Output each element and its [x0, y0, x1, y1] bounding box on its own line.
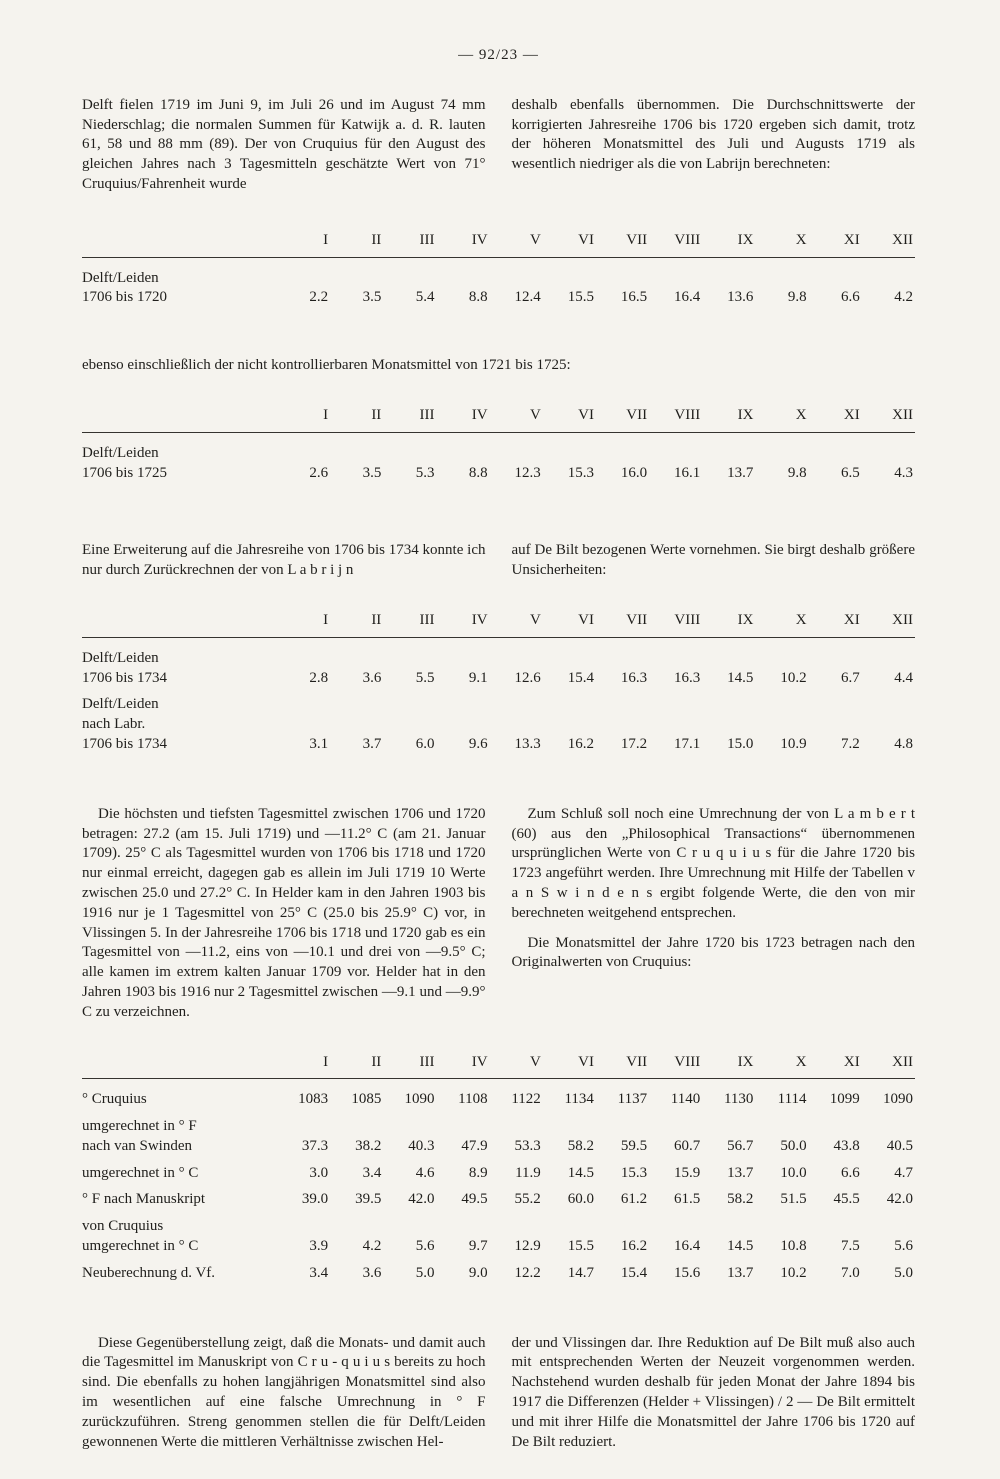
month-column-header: VI [543, 611, 596, 637]
row-label [82, 1212, 277, 1259]
value-cell: 3.4 [309, 1264, 329, 1281]
value-cell: 6.6 [840, 289, 860, 306]
month-column-header: I [277, 1053, 330, 1079]
month-column-header: V [490, 1053, 543, 1079]
intro-right-paragraph: deshalb ebenfalls übernommen. Die Durchschnittswerte der korrigierten Jahresreihe 1706 bis 1720 ergeben sich damit, trotz der höheren Monatsmittel des Juli und Augusts 1719 als wesentlich niedriger als die von Labrijn berechneten: [511, 96, 915, 173]
value-cell: 13.7 [727, 464, 754, 481]
table-header-row [82, 611, 915, 637]
row-label-line: umgerechnet in ° F [82, 1118, 197, 1135]
month-column-header: X [755, 1053, 808, 1079]
value-cell: 39.5 [355, 1191, 382, 1208]
value-cell: 1114 [777, 1091, 807, 1108]
month-column-header: VII [596, 1053, 649, 1079]
row-label-line: 1706 bis 1734 [82, 669, 168, 686]
table-delft-leiden-1706-1734 [82, 611, 915, 757]
value-cell: 8.9 [468, 1164, 488, 1181]
month-column-header: X [755, 406, 808, 432]
value-cell: 53.3 [514, 1137, 541, 1154]
value-cell: 1085 [351, 1091, 382, 1108]
row-label-line: umgerechnet in ° C [82, 1164, 199, 1181]
value-cell: 16.4 [674, 1238, 701, 1255]
value-cell: 45.5 [833, 1191, 860, 1208]
middle-right-column [512, 805, 916, 1023]
value-cell: 4.3 [894, 464, 913, 481]
value-cell: 16.0 [620, 464, 648, 481]
month-column-header: XI [809, 611, 862, 637]
month-column-header: II [330, 231, 383, 257]
value-cell: 15.4 [567, 669, 594, 686]
row-label-line: Delft/Leiden [82, 444, 159, 461]
month-column-header: VIII [649, 231, 702, 257]
month-column-header: VIII [649, 1053, 702, 1079]
value-cell: 7.5 [840, 1238, 860, 1255]
value-cell: 3.7 [362, 735, 382, 752]
value-cell: 59.5 [620, 1137, 648, 1154]
month-column-header: V [490, 611, 543, 637]
closing-left-column [82, 1334, 486, 1453]
value-cell: 8.8 [468, 289, 488, 306]
note-1721-1725: ebenso einschließlich der nicht kontrollierbaren Monatsmittel von 1721 bis 1725: [82, 357, 571, 374]
table-row [82, 690, 915, 756]
value-cell: 15.4 [620, 1264, 648, 1281]
closing-section [82, 1334, 915, 1453]
row-label-line: Delft/Leiden [82, 269, 159, 286]
table-row [82, 1159, 915, 1186]
value-cell: 55.2 [514, 1191, 541, 1208]
value-cell: 4.4 [894, 669, 913, 686]
row-label-line: 1706 bis 1725 [82, 464, 168, 481]
month-column-header: III [383, 231, 436, 257]
value-cell: 16.4 [674, 289, 701, 306]
value-cell: 5.0 [894, 1264, 913, 1281]
month-column-header: IV [436, 406, 489, 432]
value-cell: 6.0 [415, 735, 435, 752]
month-column-header: IV [436, 611, 489, 637]
row-label-line: nach van Swinden [82, 1137, 192, 1154]
value-cell: 1090 [883, 1091, 913, 1108]
month-column-header: IX [702, 611, 755, 637]
month-column-header: VI [543, 231, 596, 257]
value-cell: 1099 [829, 1091, 860, 1108]
value-cell: 1108 [458, 1091, 488, 1108]
month-column-header: I [277, 611, 330, 637]
value-cell: 3.0 [309, 1164, 329, 1181]
value-cell: 58.2 [567, 1137, 594, 1154]
value-cell: 60.0 [567, 1191, 594, 1208]
month-column-header: XI [809, 1053, 862, 1079]
value-cell: 12.9 [514, 1238, 541, 1255]
intro-left-column [82, 96, 486, 195]
row-label-line: von Cruquius [82, 1218, 164, 1235]
value-cell: 39.0 [301, 1191, 329, 1208]
value-cell: 9.0 [468, 1264, 488, 1281]
value-cell: 14.7 [567, 1264, 594, 1281]
value-cell: 9.8 [787, 464, 807, 481]
value-cell: 61.2 [620, 1191, 648, 1208]
month-column-header: XI [809, 406, 862, 432]
value-cell: 5.4 [415, 289, 435, 306]
value-cell: 3.6 [362, 669, 382, 686]
table-row [82, 257, 915, 310]
value-cell: 42.0 [886, 1191, 913, 1208]
row-label [82, 637, 277, 690]
value-cell: 51.5 [780, 1191, 807, 1208]
month-column-header: II [330, 406, 383, 432]
value-cell: 16.2 [620, 1238, 648, 1255]
value-cell: 13.6 [727, 289, 754, 306]
value-cell: 5.3 [415, 464, 435, 481]
value-cell: 3.5 [362, 289, 382, 306]
table-header-row [82, 1053, 915, 1079]
value-cell: 13.7 [727, 1264, 754, 1281]
month-column-header: VI [543, 406, 596, 432]
value-cell: 17.2 [620, 735, 648, 752]
value-cell: 1083 [298, 1091, 329, 1108]
value-cell: 1134 [564, 1091, 594, 1108]
value-cell: 13.3 [514, 735, 541, 752]
month-column-header: VII [596, 611, 649, 637]
row-label [82, 1185, 277, 1212]
row-label-line: Neuberechnung d. Vf. [82, 1264, 216, 1281]
value-cell: 14.5 [727, 669, 754, 686]
value-cell: 42.0 [408, 1191, 435, 1208]
month-column-header: IX [702, 406, 755, 432]
value-cell: 8.8 [468, 464, 488, 481]
intro-right-column [512, 96, 916, 195]
value-cell: 49.5 [461, 1191, 488, 1208]
month-column-header: XII [862, 611, 915, 637]
middle-left-paragraph: Die höchsten und tiefsten Tagesmittel zwischen 1706 und 1720 betragen: 27.2 (am 15. Juli 1719) und —11.2° C (am 21. Januar 1709). 25° C als Tagesmittel wurden von 1706 bis 1718 und 1720 nur einmal erreicht, dagegen gab es allein im Juli 1719 10 Werte zwischen 25.0 und 27.2° C. In Helder kam in den Jahren 1903 bis 1916 nur je 1 Tagesmittel von 25° C (25.0 bis 25.9° C) vor, in Vlissingen 5. In der Jahresreihe 1706 bis 1718 und 1720 gab es ein Tagesmittel von —11.2, eins von —10.1 und drei von —9.5° C; alle kamen im extrem kalten Januar 1709 vor. Helder hat in den Jahren 1903 bis 1916 nur 2 Tagesmittel zwischen —9.1 und —9.9° C zu verzeichnen. [82, 805, 486, 1020]
value-cell: 10.0 [780, 1164, 807, 1181]
value-cell: 17.1 [674, 735, 701, 752]
value-cell: 12.4 [514, 289, 541, 306]
value-cell: 10.2 [780, 669, 807, 686]
monthly-values-table [82, 406, 915, 485]
value-cell: 16.3 [674, 669, 701, 686]
value-cell: 2.6 [309, 464, 329, 481]
value-cell: 4.2 [362, 1238, 382, 1255]
value-cell: 9.6 [468, 735, 488, 752]
value-cell: 40.3 [408, 1137, 435, 1154]
value-cell: 60.7 [674, 1137, 701, 1154]
value-cell: 16.3 [620, 669, 648, 686]
row-label [82, 432, 277, 485]
extension-right-column [512, 541, 916, 581]
middle-section [82, 805, 915, 1023]
month-column-header: VIII [649, 406, 702, 432]
row-label-line: umgerechnet in ° C [82, 1238, 199, 1255]
month-column-header: IV [436, 231, 489, 257]
extension-section [82, 541, 915, 581]
middle-left-column [82, 805, 486, 1023]
value-cell: 2.8 [309, 669, 329, 686]
closing-right-column [512, 1334, 916, 1453]
month-column-header: V [490, 231, 543, 257]
month-column-header: III [383, 406, 436, 432]
value-cell: 12.2 [514, 1264, 541, 1281]
value-cell: 6.5 [840, 464, 860, 481]
page-number: — 92/23 — [458, 47, 539, 63]
value-cell: 9.1 [468, 669, 488, 686]
value-cell: 12.6 [514, 669, 541, 686]
value-cell: 50.0 [780, 1137, 807, 1154]
value-cell: 14.5 [727, 1238, 754, 1255]
value-cell: 14.5 [567, 1164, 594, 1181]
row-label [82, 690, 277, 756]
table-row [82, 1212, 915, 1259]
table-corner-cell [82, 611, 277, 637]
table-cruquius-1720-1723 [82, 1053, 915, 1286]
month-column-header: VIII [649, 611, 702, 637]
value-cell: 61.5 [674, 1191, 701, 1208]
value-cell: 6.6 [840, 1164, 860, 1181]
row-label-line: 1706 bis 1734 [82, 735, 168, 752]
closing-left-paragraph: Diese Gegenüberstellung zeigt, daß die Monats- und damit auch die Tagesmittel im Manuskript von C r u - q u i u s bereits zu hoch sind. Die ebenfalls zu hohen langjährigen Monatsmittel sind also im wesentlichen auf eine falsche Umrechnung in ° F zurückzuführen. Streng genommen stellen die für Delft/Leiden gewonnenen Werte die mittleren Verhältnisse zwischen Hel- [82, 1334, 486, 1450]
value-cell: 4.6 [415, 1164, 435, 1181]
value-cell: 4.7 [894, 1164, 913, 1181]
value-cell: 9.8 [787, 289, 807, 306]
month-column-header: X [755, 231, 808, 257]
monthly-values-table [82, 231, 915, 310]
value-cell: 5.6 [415, 1238, 435, 1255]
value-cell: 1122 [511, 1091, 541, 1108]
row-label [82, 1159, 277, 1186]
value-cell: 11.9 [515, 1164, 541, 1181]
value-cell: 7.2 [840, 735, 860, 752]
row-label-line: ° F nach Manuskript [82, 1191, 206, 1208]
row-label [82, 1079, 277, 1112]
value-cell: 15.3 [567, 464, 594, 481]
extension-left-column [82, 541, 486, 581]
value-cell: 4.2 [894, 289, 913, 306]
intro-section [82, 96, 915, 195]
value-cell: 15.3 [620, 1164, 648, 1181]
row-label [82, 257, 277, 310]
value-cell: 5.0 [415, 1264, 435, 1281]
month-column-header: IX [702, 1053, 755, 1079]
monthly-values-table [82, 1053, 915, 1286]
value-cell: 4.8 [894, 735, 913, 752]
value-cell: 1137 [617, 1091, 648, 1108]
table-row [82, 637, 915, 690]
value-cell: 58.2 [727, 1191, 754, 1208]
month-column-header: XII [862, 406, 915, 432]
value-cell: 15.5 [567, 289, 594, 306]
table-row [82, 1079, 915, 1112]
value-cell: 2.2 [309, 289, 329, 306]
row-label [82, 1259, 277, 1286]
row-label-line: 1706 bis 1720 [82, 289, 168, 306]
value-cell: 13.7 [727, 1164, 754, 1181]
value-cell: 3.6 [362, 1264, 382, 1281]
month-column-header: III [383, 1053, 436, 1079]
value-cell: 15.6 [674, 1264, 701, 1281]
month-column-header: II [330, 611, 383, 637]
row-label-line: Delft/Leiden [82, 696, 159, 713]
closing-right-paragraph: der und Vlissingen dar. Ihre Reduktion auf De Bilt muß also auch mit entsprechenden Werten der Neuzeit vorgenommen werden. Nachstehend wurden deshalb für jeden Monat der Jahre 1894 bis 1917 die Differenzen (Helder + Vlissingen) / 2 — De Bilt ermittelt und mit ihrer Hilfe die Monatsmittel der Jahre 1706 bis 1720 auf De Bilt reduziert. [511, 1334, 915, 1450]
month-column-header: XII [862, 231, 915, 257]
month-column-header: VII [596, 406, 649, 432]
value-cell: 3.1 [309, 735, 329, 752]
value-cell: 10.2 [780, 1264, 807, 1281]
value-cell: 7.0 [840, 1264, 860, 1281]
value-cell: 1090 [404, 1091, 435, 1108]
value-cell: 9.7 [468, 1238, 488, 1255]
value-cell: 16.1 [674, 464, 701, 481]
table-header-row [82, 406, 915, 432]
intro-left-paragraph: Delft fielen 1719 im Juni 9, im Juli 26 und im August 74 mm Niederschlag; die normalen Summen für Katwijk a. d. R. lauten 61, 58 und 88 mm (89). Der von Cruquius für den August des gleichen Jahres nach 3 Tagesmitteln geschätzte Wert von 71° Cruquius/Fahrenheit wurde [82, 96, 486, 192]
table-row [82, 1259, 915, 1286]
table-delft-leiden-1706-1720 [82, 231, 915, 310]
table-delft-leiden-1706-1725 [82, 406, 915, 485]
value-cell: 16.5 [620, 289, 648, 306]
table-corner-cell [82, 1053, 277, 1079]
value-cell: 5.6 [894, 1238, 913, 1255]
value-cell: 3.9 [309, 1238, 329, 1255]
value-cell: 10.8 [780, 1238, 807, 1255]
value-cell: 15.0 [727, 735, 754, 752]
value-cell: 37.3 [301, 1137, 329, 1154]
month-column-header: XI [809, 231, 862, 257]
value-cell: 5.5 [415, 669, 435, 686]
value-cell: 43.8 [833, 1137, 860, 1154]
table-header-row [82, 231, 915, 257]
month-column-header: VII [596, 231, 649, 257]
value-cell: 15.9 [674, 1164, 701, 1181]
extension-left-paragraph: Eine Erweiterung auf die Jahresreihe von 1706 bis 1734 konnte ich nur durch Zurückrechnen der von L a b r i j n [82, 542, 486, 579]
table-row [82, 1112, 915, 1159]
value-cell: 38.2 [355, 1137, 382, 1154]
value-cell: 3.4 [362, 1164, 382, 1181]
middle-right-paragraph-1: Zum Schluß soll noch eine Umrechnung der von L a m b e r t (60) aus den „Philosophical Transactions“ übernommenen ursprünglichen Werte von C r u q u i u s für die Jahre 1720 bis 1723 angeführt werden. Ihre Umrechnung mit Hilfe der Tabellen v a n S w i n d e n s ergibt folgende Werte, die den von mir berechneten weitgehend entsprechen. [511, 805, 915, 921]
extension-right-paragraph: auf De Bilt bezogenen Werte vornehmen. Sie birgt deshalb größere Unsicherheiten: [511, 542, 915, 579]
month-column-header: VI [543, 1053, 596, 1079]
value-cell: 1130 [723, 1091, 754, 1108]
middle-right-paragraph-2: Die Monatsmittel der Jahre 1720 bis 1723 betragen nach den Originalwerten von Cruquius: [511, 934, 915, 971]
month-column-header: III [383, 611, 436, 637]
table-corner-cell [82, 231, 277, 257]
month-column-header: I [277, 406, 330, 432]
month-column-header: II [330, 1053, 383, 1079]
month-column-header: V [490, 406, 543, 432]
value-cell: 3.5 [362, 464, 382, 481]
value-cell: 56.7 [727, 1137, 754, 1154]
value-cell: 1140 [670, 1091, 701, 1108]
month-column-header: IV [436, 1053, 489, 1079]
table-row [82, 1185, 915, 1212]
value-cell: 40.5 [886, 1137, 913, 1154]
row-label-line: Delft/Leiden [82, 649, 159, 666]
value-cell: 15.5 [567, 1238, 594, 1255]
value-cell: 12.3 [514, 464, 541, 481]
month-column-header: I [277, 231, 330, 257]
row-label-line: nach Labr. [82, 716, 146, 733]
value-cell: 10.9 [780, 735, 807, 752]
value-cell: 16.2 [567, 735, 594, 752]
month-column-header: IX [702, 231, 755, 257]
value-cell: 47.9 [461, 1137, 488, 1154]
month-column-header: X [755, 611, 808, 637]
monthly-values-table [82, 611, 915, 757]
table-corner-cell [82, 406, 277, 432]
month-column-header: XII [862, 1053, 915, 1079]
table-row [82, 432, 915, 485]
row-label [82, 1112, 277, 1159]
row-label-line: ° Cruquius [82, 1091, 147, 1108]
value-cell: 6.7 [840, 669, 860, 686]
